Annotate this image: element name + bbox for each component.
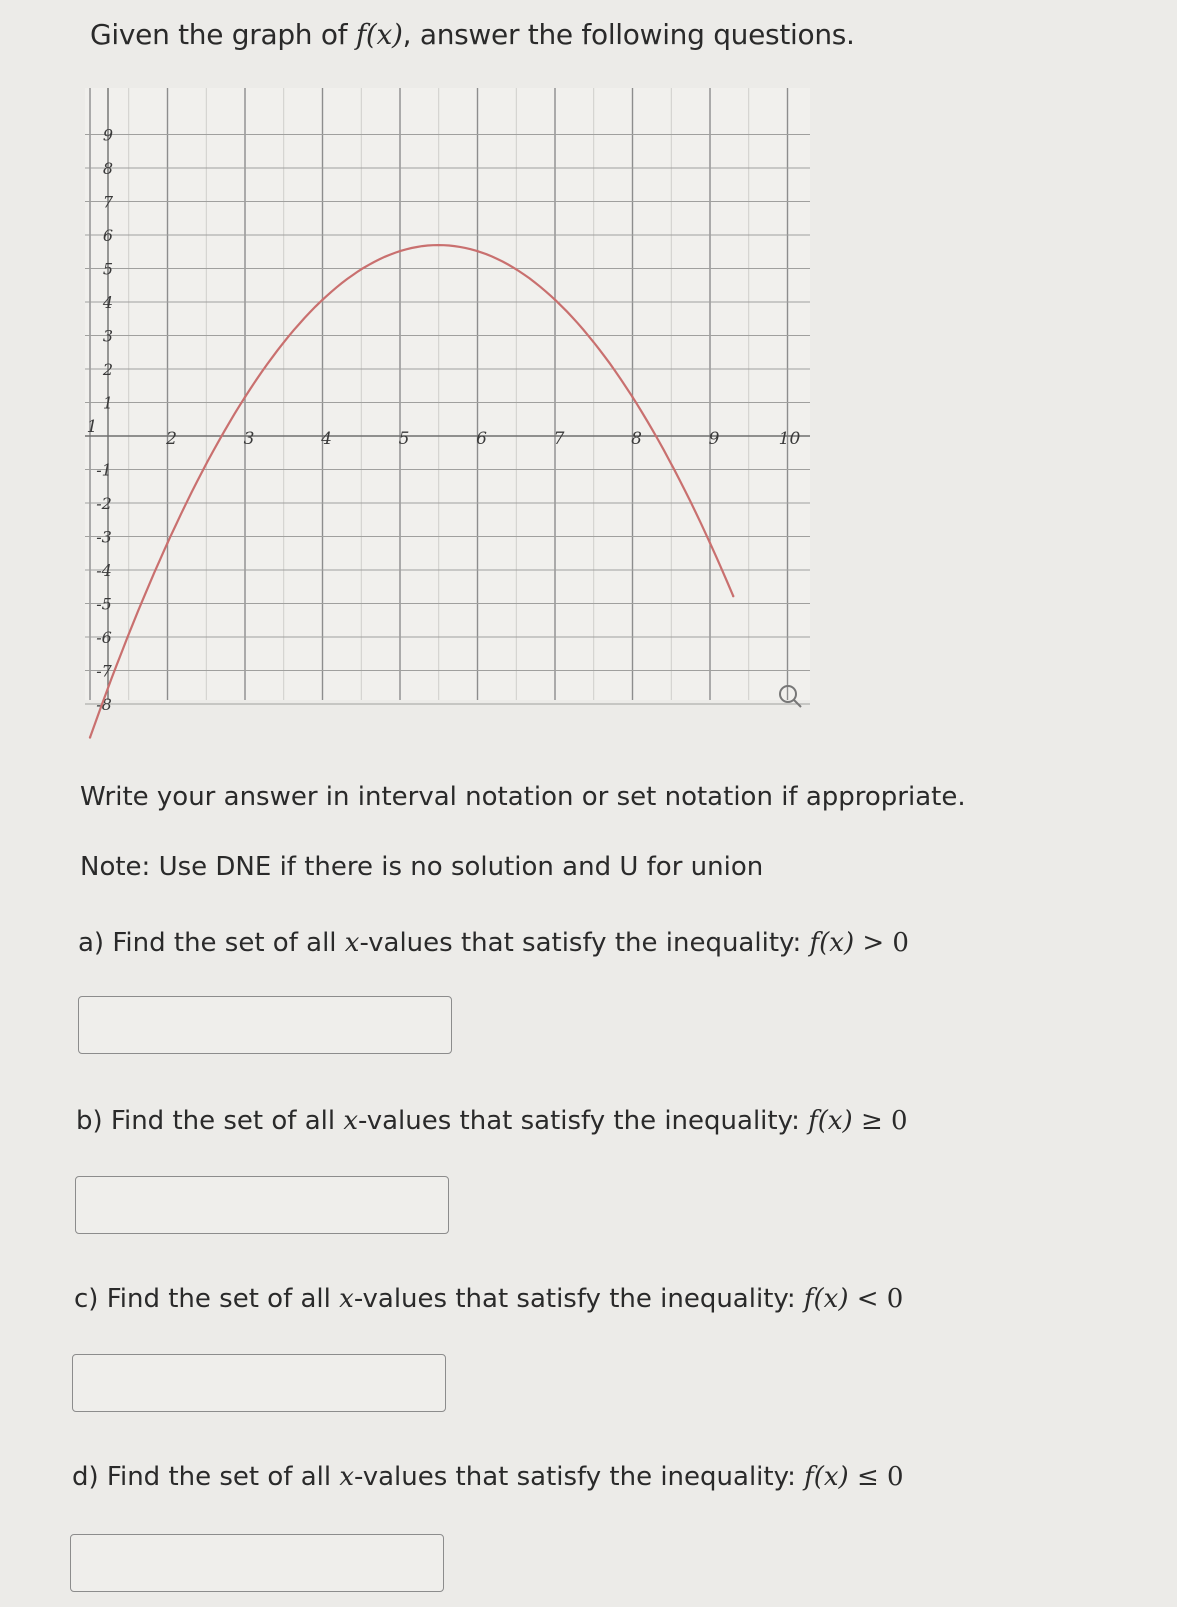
question-a-fx: f(x) — [809, 928, 855, 958]
y-tick-label: 6 — [102, 226, 114, 245]
x-tick-label: 5 — [398, 429, 410, 449]
x-tick-label: 3 — [243, 429, 255, 449]
question-c-prompt — [74, 1284, 903, 1314]
question-b-middle: -values that satisfy the inequality: — [358, 1106, 809, 1136]
title-function: f(x) — [355, 18, 403, 51]
x-tick-label: 6 — [476, 429, 487, 449]
question-a-prompt — [78, 928, 909, 958]
x-tick-label: 8 — [631, 429, 642, 449]
y-tick-label: -1 — [96, 460, 112, 480]
question-d-prefix: d) Find the set of all — [72, 1462, 340, 1492]
answer-a-input[interactable] — [78, 996, 452, 1054]
question-d-fx: f(x) — [804, 1462, 849, 1492]
y-tick-label: -4 — [96, 561, 112, 580]
instructions-note: Note: Use DNE if there is no solution and U for union — [80, 852, 764, 882]
question-c-fx: f(x) — [803, 1284, 849, 1314]
y-tick-label: -7 — [96, 661, 112, 681]
curve-point — [709, 542, 711, 544]
y-tick-label: 9 — [102, 125, 114, 145]
curve-point — [399, 250, 401, 252]
y-tick-label: 5 — [102, 259, 114, 279]
y-tick-label: 8 — [102, 159, 114, 178]
question-b-prefix: b) Find the set of all — [76, 1106, 344, 1136]
title-prefix: Given the graph of — [90, 18, 356, 51]
y-tick-label: 1 — [102, 393, 114, 413]
curve-point — [438, 244, 440, 246]
x-tick-label: 9 — [708, 429, 720, 449]
question-c-prefix: c) Find the set of all — [74, 1284, 340, 1314]
question-b-var: x — [343, 1106, 359, 1136]
answer-d-input[interactable] — [70, 1534, 444, 1592]
curve-point — [554, 299, 556, 301]
x-tick-label: 2 — [166, 429, 177, 449]
y-tick-label: -2 — [96, 494, 112, 513]
question-a-inequality: > 0 — [854, 928, 909, 958]
question-c-middle: -values that satisfy the inequality: — [353, 1284, 804, 1314]
question-d-inequality: ≤ 0 — [848, 1462, 904, 1492]
question-b-prompt — [76, 1106, 908, 1136]
curve-point — [631, 396, 633, 398]
origin-label: 1 — [86, 417, 98, 437]
curve-point — [321, 299, 323, 301]
curve-point — [732, 595, 734, 597]
question-a-middle: -values that satisfy the inequality: — [359, 928, 810, 958]
question-b-fx: f(x) — [808, 1106, 853, 1136]
title-suffix: , answer the following questions. — [402, 18, 855, 51]
question-a-var: x — [344, 928, 360, 958]
answer-b-input[interactable] — [75, 1176, 449, 1234]
question-c-inequality: < 0 — [848, 1284, 904, 1314]
question-a-prefix: a) Find the set of all — [78, 928, 345, 958]
curve-point — [89, 736, 91, 738]
y-tick-label: 7 — [102, 192, 114, 212]
x-tick-label: 10 — [778, 429, 801, 449]
x-tick-label: 4 — [321, 429, 332, 449]
y-tick-label: -5 — [96, 594, 112, 614]
y-tick-label: 2 — [102, 360, 114, 379]
question-b-inequality: ≥ 0 — [852, 1106, 908, 1136]
y-tick-label: -6 — [96, 628, 112, 647]
question-d-middle: -values that satisfy the inequality: — [354, 1462, 805, 1492]
x-tick-label: 7 — [553, 429, 565, 449]
question-d-prompt — [72, 1462, 904, 1492]
y-tick-label: -8 — [96, 695, 112, 714]
curve-point — [166, 542, 168, 544]
y-tick-label: 3 — [102, 326, 114, 346]
curve-point — [244, 396, 246, 398]
question-c-var: x — [339, 1284, 354, 1314]
question-d-var: x — [339, 1462, 355, 1492]
instructions-interval: Write your answer in interval notation or set notation if appropriate. — [80, 782, 966, 812]
graph-panel — [85, 88, 810, 700]
y-tick-label: -3 — [96, 527, 112, 547]
answer-c-input[interactable] — [72, 1354, 446, 1412]
curve-point — [476, 250, 478, 252]
function-graph — [0, 0, 1177, 760]
y-tick-label: 4 — [102, 293, 114, 312]
